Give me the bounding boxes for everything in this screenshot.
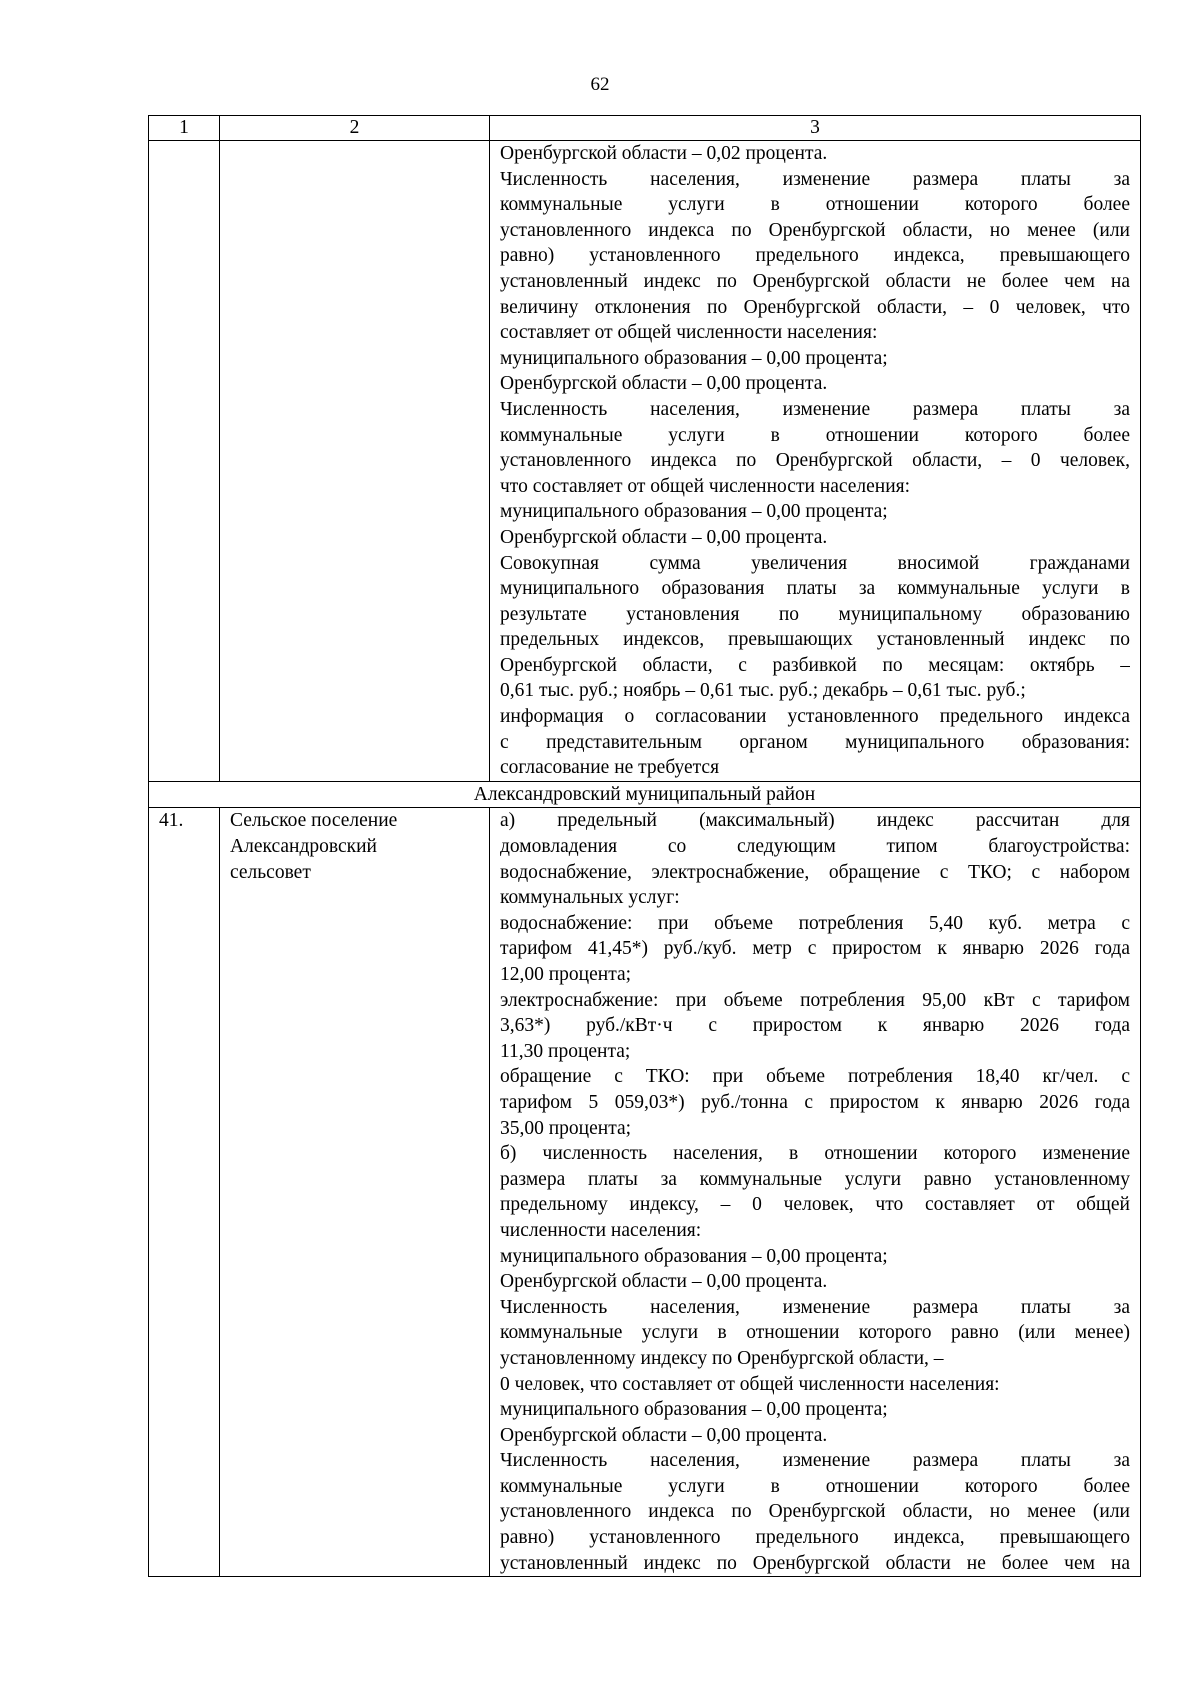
text-line: результате установления по муниципальному образованию	[500, 603, 1130, 625]
section-row	[149, 781, 1141, 808]
text-line: муниципального образования – 0,00 процента;	[500, 347, 888, 369]
text-line: установленный индекс по Оренбургской области не более чем на	[500, 1552, 1130, 1574]
municipality-name-line: сельсовет	[230, 861, 311, 883]
text-line: с представительным органом муниципального образования:	[500, 731, 1130, 753]
row-number: 41.	[149, 808, 220, 1577]
text-line: установленному индексу по Оренбургской области, –	[500, 1347, 944, 1369]
continued-number-cell	[149, 141, 220, 782]
page-number: 62	[590, 74, 610, 95]
table-row-41	[149, 808, 1141, 1577]
municipality-name-line: Александровский	[230, 836, 377, 858]
text-line: коммунальных услуг:	[500, 887, 680, 909]
text-line: муниципального образования – 0,00 процента;	[500, 1399, 888, 1421]
text-line: численности населения:	[500, 1219, 702, 1241]
text-line: Оренбургской области – 0,02 процента.	[500, 143, 828, 164]
text-line: коммунальные услуги в отношении которого более	[500, 424, 1130, 446]
text-line: обращение с ТКО: при объеме потребления 18,40 кг/чел. с	[500, 1066, 1130, 1088]
text-line: 3,63*) руб./кВт·ч с приростом к январю 2026 года	[500, 1015, 1130, 1037]
text-line: предельных индексов, превышающих установленный индекс по	[500, 629, 1130, 651]
text-line: Численность населения, изменение размера платы за	[500, 1450, 1130, 1472]
continued-name-cell	[220, 141, 490, 782]
text-line: тарифом 5 059,03*) руб./тонна с приростом к январю 2026 года	[500, 1091, 1130, 1113]
text-line: 35,00 процента;	[500, 1117, 632, 1139]
text-line: водоснабжение: при объеме потребления 5,40 куб. метра с	[500, 912, 1130, 934]
section-title: Александровский муниципальный район	[149, 781, 1141, 808]
table-header-row	[149, 116, 1141, 141]
text-line: муниципального образования платы за коммунальные услуги в	[500, 578, 1130, 600]
text-line: Совокупная сумма увеличения вносимой гражданами	[500, 552, 1130, 574]
text-line: установленного индекса по Оренбургской области, но менее (или	[500, 219, 1130, 241]
text-line: муниципального образования – 0,00 процента;	[500, 501, 888, 523]
text-line: Оренбургской области – 0,00 процента.	[500, 526, 828, 548]
row-41-text-cell	[490, 808, 1141, 1577]
text-line: водоснабжение, электроснабжение, обращение с ТКО; с набором	[500, 861, 1130, 883]
municipality-name-cell	[220, 808, 490, 1577]
table-row-continued	[149, 141, 1141, 782]
text-line: величину отклонения по Оренбургской области, – 0 человек, что	[500, 296, 1130, 318]
text-line: а) предельный (максимальный) индекс рассчитан для	[500, 810, 1130, 832]
text-line: установленного индекса по Оренбургской области, но менее (или	[500, 1501, 1130, 1523]
text-line: Оренбургской области – 0,00 процента.	[500, 373, 828, 395]
text-line: предельному индексу, – 0 человек, что составляет от общей	[500, 1194, 1130, 1216]
text-line: Оренбургской области – 0,00 процента.	[500, 1271, 828, 1293]
text-line: коммунальные услуги в отношении которого более	[500, 194, 1130, 216]
text-line: установленный индекс по Оренбургской области не более чем на	[500, 270, 1130, 292]
text-line: Численность населения, изменение размера платы за	[500, 1296, 1130, 1318]
text-line: Численность населения, изменение размера платы за	[500, 168, 1130, 190]
text-line: тарифом 41,45*) руб./куб. метр с приростом к январю 2026 года	[500, 938, 1130, 960]
text-line: установленного индекса по Оренбургской области, – 0 человек,	[500, 450, 1130, 472]
text-line: коммунальные услуги в отношении которого равно (или менее)	[500, 1322, 1130, 1344]
text-line: согласование не требуется	[500, 757, 720, 779]
municipality-name-line: Сельское поселение	[230, 810, 398, 832]
text-line: Численность населения, изменение размера платы за	[500, 398, 1130, 420]
text-line: б) численность населения, в отношении которого изменение	[500, 1143, 1130, 1165]
indices-table	[148, 115, 1141, 1577]
text-line: составляет от общей численности населения:	[500, 322, 878, 344]
header-col-3: 3	[490, 116, 1141, 141]
text-line: размера платы за коммунальные услуги равно установленному	[500, 1168, 1130, 1190]
header-col-2: 2	[220, 116, 490, 141]
text-line: домовладения со следующим типом благоустройства:	[500, 836, 1130, 858]
continued-text-cell	[490, 141, 1141, 782]
text-line: равно) установленного предельного индекса, превышающего	[500, 245, 1130, 267]
text-line: электроснабжение: при объеме потребления 95,00 кВт с тарифом	[500, 989, 1130, 1011]
text-line: Оренбургской области – 0,00 процента.	[500, 1424, 828, 1446]
text-line: равно) установленного предельного индекса, превышающего	[500, 1527, 1130, 1549]
text-line: муниципального образования – 0,00 процента;	[500, 1245, 888, 1267]
text-line: 0,61 тыс. руб.; ноябрь – 0,61 тыс. руб.; декабрь – 0,61 тыс. руб.;	[500, 680, 1026, 702]
text-line: 0 человек, что составляет от общей численности населения:	[500, 1373, 1000, 1395]
text-line: что составляет от общей численности населения:	[500, 475, 911, 497]
text-line: 11,30 процента;	[500, 1040, 631, 1062]
text-line: Оренбургской области, с разбивкой по месяцам: октябрь –	[500, 654, 1130, 676]
text-line: информация о согласовании установленного предельного индекса	[500, 706, 1130, 728]
text-line: коммунальные услуги в отношении которого более	[500, 1475, 1130, 1497]
header-col-1: 1	[149, 116, 220, 141]
text-line: 12,00 процента;	[500, 964, 632, 985]
